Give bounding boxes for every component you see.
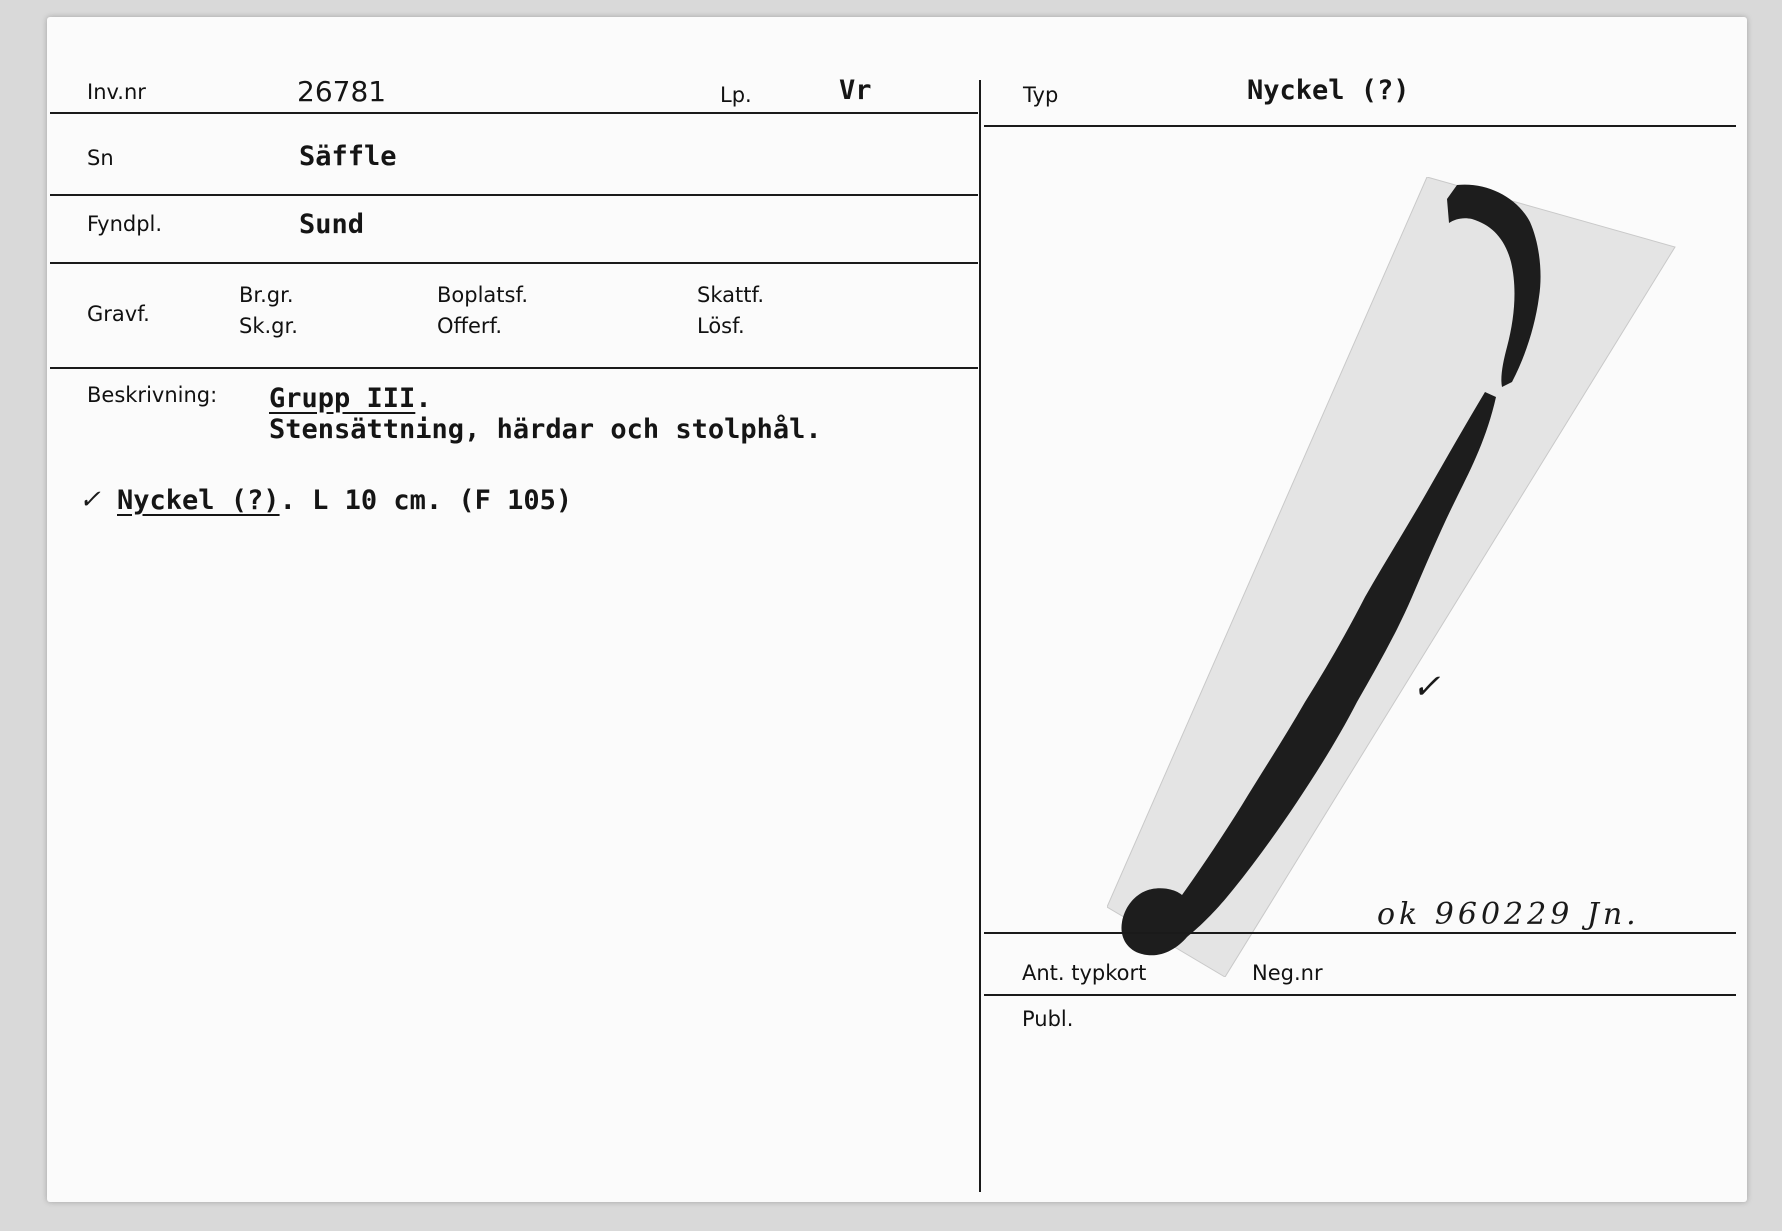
find-details: . L 10 cm. (F 105) xyxy=(279,485,573,516)
skgr-label: Sk.gr. xyxy=(239,314,298,338)
object-photo xyxy=(1107,177,1697,977)
catalogue-card xyxy=(47,17,1747,1202)
fyndpl-value: Sund xyxy=(299,209,365,240)
losf-label: Lösf. xyxy=(697,314,745,338)
group-suffix: . xyxy=(415,383,432,414)
inv-nr-value: 26781 xyxy=(297,75,387,108)
column-divider xyxy=(979,80,981,1192)
fyndpl-label: Fyndpl. xyxy=(87,212,163,236)
beskrivning-line-1 xyxy=(269,383,432,414)
divider xyxy=(984,125,1736,127)
sn-value: Säffle xyxy=(299,141,397,172)
divider xyxy=(984,994,1736,996)
gravf-label: Gravf. xyxy=(87,302,150,326)
group-name: Grupp III xyxy=(269,383,416,414)
publ-label: Publ. xyxy=(1022,1007,1074,1031)
sn-label: Sn xyxy=(87,146,114,170)
check-mark: ✓ xyxy=(79,485,101,515)
beskrivning-line-2: Stensättning, härdar och stolphål. xyxy=(269,414,822,445)
brgr-label: Br.gr. xyxy=(239,283,294,307)
find-entry xyxy=(117,485,572,516)
beskrivning-label: Beskrivning: xyxy=(87,383,218,407)
skattf-label: Skattf. xyxy=(697,283,764,307)
typ-label: Typ xyxy=(1023,83,1059,107)
ant-typkort-label: Ant. typkort xyxy=(1022,961,1147,985)
divider xyxy=(50,112,978,114)
divider xyxy=(50,367,978,369)
boplatsf-label: Boplatsf. xyxy=(437,283,529,307)
divider xyxy=(50,262,978,264)
typ-value: Nyckel (?) xyxy=(1247,75,1410,106)
offerf-label: Offerf. xyxy=(437,314,503,338)
lp-label: Lp. xyxy=(720,83,752,107)
photo-check-mark: ✓ xyxy=(1412,667,1441,707)
inv-nr-label: Inv.nr xyxy=(87,80,146,104)
divider xyxy=(984,932,1736,934)
handwritten-note: ok 960229 Jn. xyxy=(1377,897,1640,932)
divider xyxy=(50,194,978,196)
lp-value: Vr xyxy=(839,75,872,106)
find-name: Nyckel (?) xyxy=(117,485,280,516)
key-break xyxy=(1487,389,1502,391)
negnr-label: Neg.nr xyxy=(1252,961,1323,985)
